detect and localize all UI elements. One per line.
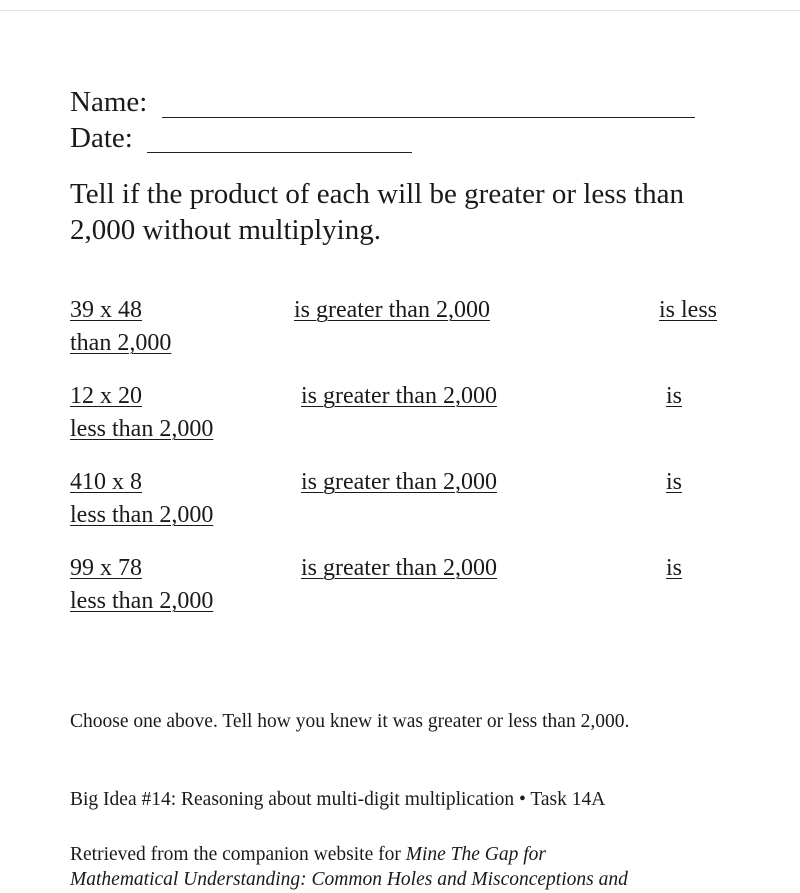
problem-3-expression: 410 x 8 <box>70 469 142 495</box>
problem-1-less-option: is less <box>659 297 718 323</box>
big-idea-line: Big Idea #14: Reasoning about multi-digit multiplication • Task 14A <box>70 789 606 810</box>
problem-3-less-option: is <box>666 469 683 495</box>
source-citation-line1 <box>70 841 546 868</box>
page-top-border <box>0 10 800 11</box>
problem-1-greater-option: is greater than 2,000 <box>294 297 490 323</box>
date-label: Date: <box>70 122 133 154</box>
problem-2-expression: 12 x 20 <box>70 383 142 409</box>
problem-4-greater-option: is greater than 2,000 <box>301 555 497 581</box>
problem-4-less-option: is <box>666 555 683 581</box>
date-blank-line[interactable] <box>147 152 412 153</box>
problem-2-less-option: is <box>666 383 683 409</box>
book-title-part2: Mathematical Understanding: Common Holes and Misconceptions and <box>70 869 628 890</box>
name-label: Name: <box>70 86 148 118</box>
problem-4-expression: 99 x 78 <box>70 555 142 581</box>
explain-prompt: Choose one above. Tell how you knew it was greater or less than 2,000. <box>70 711 630 732</box>
problem-2-greater-option: is greater than 2,000 <box>301 383 497 409</box>
citation-prefix: Retrieved from the companion website for <box>70 844 406 865</box>
problem-4-less-option-cont: less than 2,000 <box>70 588 214 614</box>
problem-3-less-option-cont: less than 2,000 <box>70 502 214 528</box>
problem-1-expression: 39 x 48 <box>70 297 142 323</box>
problem-2-less-option-cont: less than 2,000 <box>70 416 214 442</box>
problem-1-less-option-cont: than 2,000 <box>70 330 172 356</box>
name-blank-line[interactable] <box>162 117 695 118</box>
problem-3-greater-option: is greater than 2,000 <box>301 469 497 495</box>
task-prompt: Tell if the product of each will be greater or less than 2,000 without multiplying. <box>70 178 684 246</box>
book-title-part1: Mine The Gap for <box>405 844 547 865</box>
